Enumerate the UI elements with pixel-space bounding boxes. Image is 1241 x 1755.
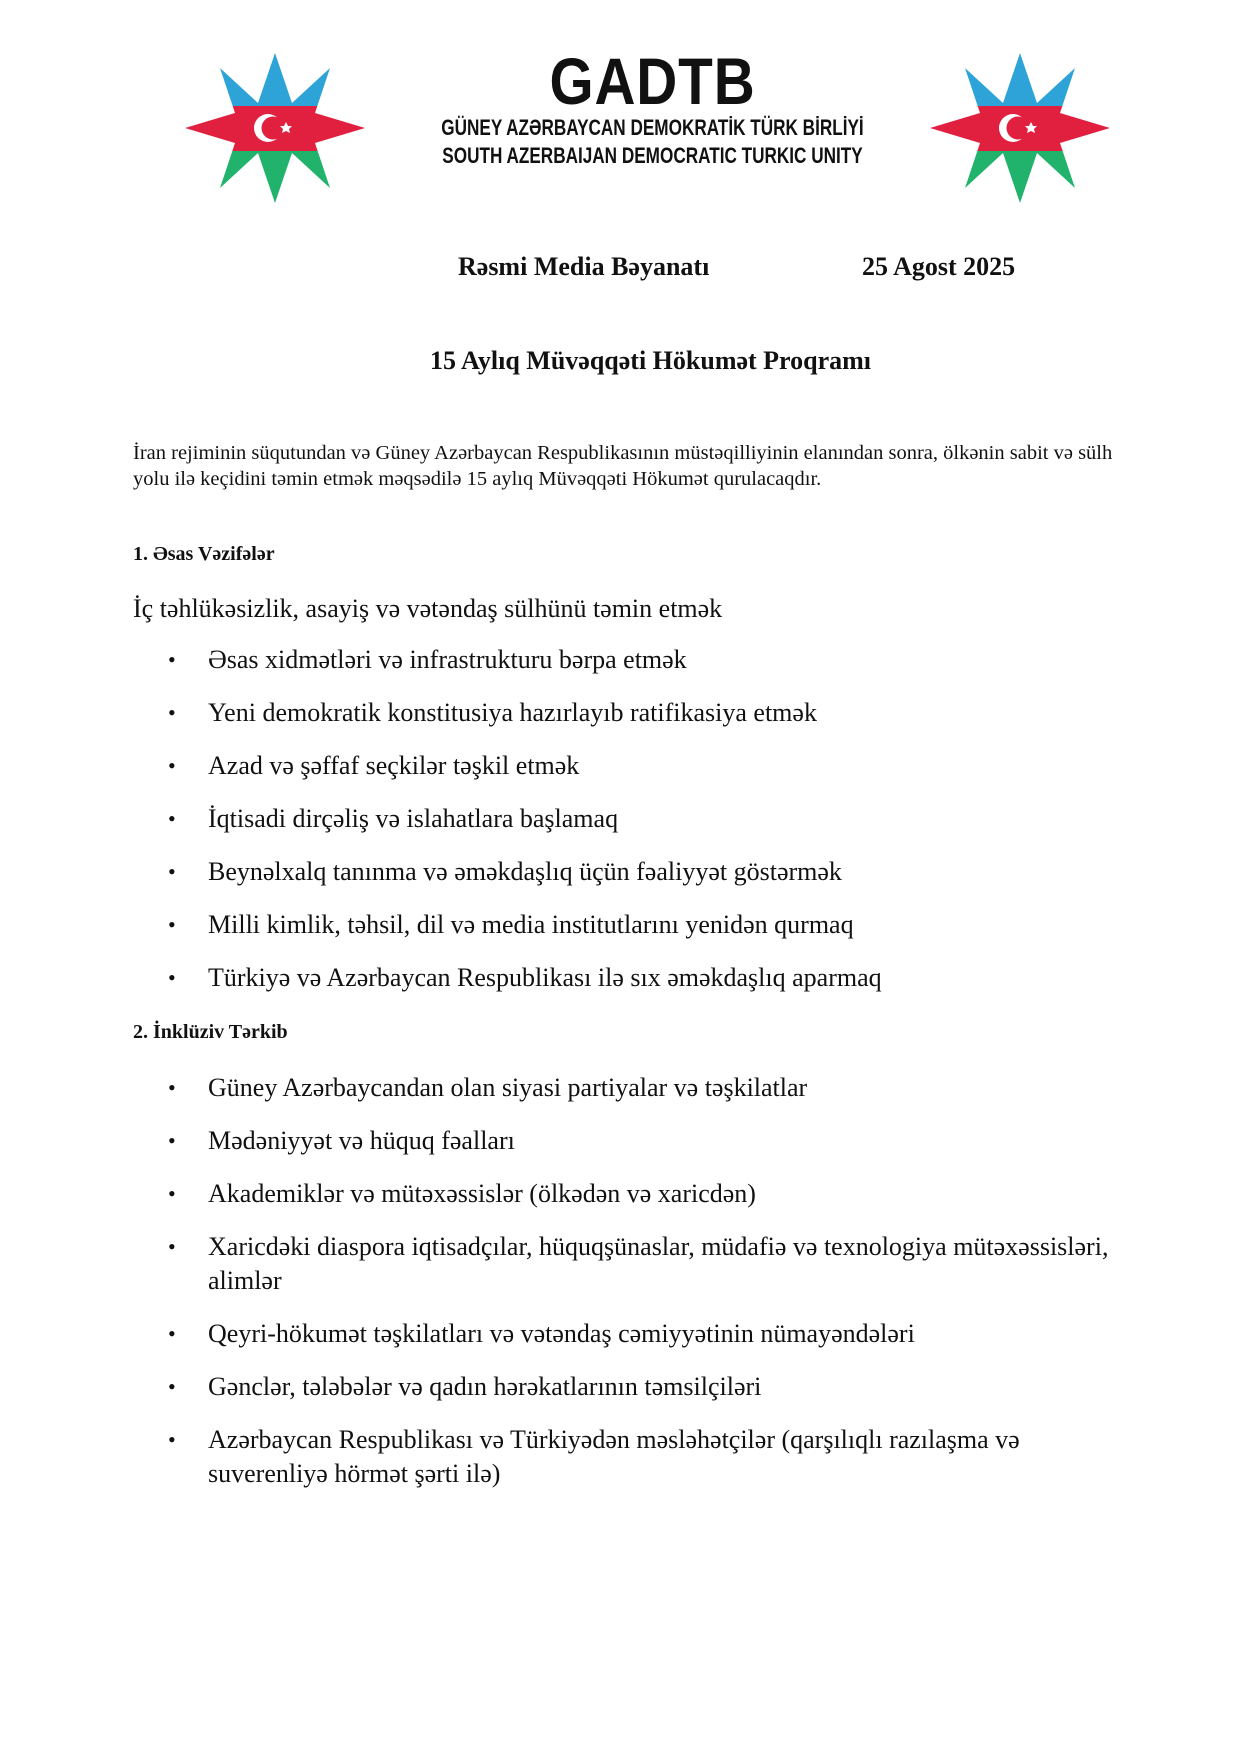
list-item: • İqtisadi dirçəliş və islahatlara başlamaq xyxy=(133,802,1123,836)
list-item: • Azad və şəffaf seçkilər təşkil etmək xyxy=(133,749,1123,783)
list-item: • Əsas xidmətləri və infrastrukturu bərpa etmək xyxy=(133,643,1123,677)
list-item: • Güney Azərbaycandan olan siyasi partiyalar və təşkilatlar xyxy=(133,1071,1123,1105)
intro-paragraph: İran rejiminin süqutundan və Güney Azərbaycan Respublikasının müstəqilliyinin elanından sonra, ölkənin sabit və sülh yolu ilə keçidini təmin etmək məqsədilə 15 aylıq Müvəqqəti Hökumət qurulacaqdır. xyxy=(133,442,1113,490)
list-item: • Milli kimlik, təhsil, dil və media institutlarını yenidən qurmaq xyxy=(133,908,1123,942)
list-item: • Gənclər, tələbələr və qadın hərəkatlarının təmsilçiləri xyxy=(133,1370,1123,1404)
tasks-list xyxy=(133,643,1123,1014)
letterhead xyxy=(180,40,1100,210)
list-item: • Türkiyə və Azərbaycan Respublikası ilə sıx əməkdaşlıq aparmaq xyxy=(133,961,1123,995)
statement-date: 25 Agost 2025 xyxy=(862,252,1016,281)
list-item: • Mədəniyyət və hüquq fəalları xyxy=(133,1124,1123,1158)
document-title: 15 Aylıq Müvəqqəti Hökumət Proqramı xyxy=(429,346,872,375)
section-heading: 1. Əsas Vəzifələr xyxy=(133,543,275,565)
composition-list xyxy=(133,1071,1123,1510)
logo-title: GADTB xyxy=(549,44,756,118)
section-heading: 2. İnklüziv Tərkib xyxy=(133,1021,288,1043)
azerbaijan-star-emblem-icon xyxy=(925,48,1115,208)
statement-label: Rəsmi Media Bəyanatı xyxy=(458,252,710,281)
list-item: • Akademiklər və mütəxəssislər (ölkədən və xaricdən) xyxy=(133,1177,1123,1211)
list-item: • Beynəlxalq tanınma və əməkdaşlıq üçün fəaliyyət göstərmək xyxy=(133,855,1123,889)
logo-subtitle-az: GÜNEY AZƏRBAYCAN DEMOKRATİK TÜRK BİRLİYİ xyxy=(441,115,864,140)
list-item: • Yeni demokratik konstitusiya hazırlayıb ratifikasiya etmək xyxy=(133,696,1123,730)
logo-subtitle-en: SOUTH AZERBAIJAN DEMOCRATIC TURKIC UNITY xyxy=(442,143,863,168)
list-item: • Xaricdəki diaspora iqtisadçılar, hüquqşünaslar, müdafiə və texnologiya mütəxəssisləri, alimlər xyxy=(133,1230,1123,1298)
list-item: • Qeyri-hökumət təşkilatları və vətəndaş cəmiyyətinin nümayəndələri xyxy=(133,1317,1123,1351)
azerbaijan-star-emblem-icon xyxy=(180,48,370,208)
list-item: • Azərbaycan Respublikası və Türkiyədən məsləhətçilər (qarşılıqlı razılaşma və suverenliyə hörmət şərti ilə) xyxy=(133,1423,1123,1491)
section-lead: İç təhlükəsizlik, asayiş və vətəndaş sülhünü təmin etmək xyxy=(133,594,723,623)
